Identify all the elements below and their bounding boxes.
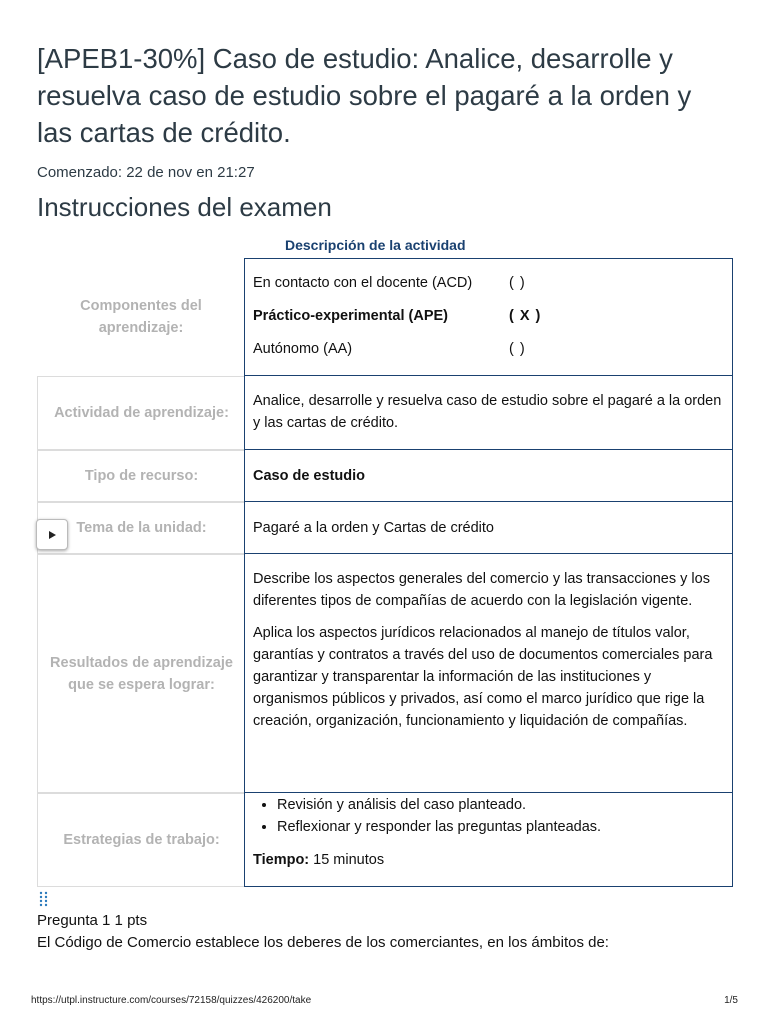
play-icon <box>47 530 57 540</box>
label-topic-text: Tema de la unidad: <box>76 520 207 536</box>
started-timestamp: Comenzado: 22 de nov en 21:27 <box>37 164 255 181</box>
question-text: El Código de Comercio establece los deberes de los comerciantes, en los ámbitos de: <box>37 934 609 951</box>
outcome-paragraph-2: Aplica los aspectos jurídicos relacionados al manejo de títulos valor, garantías y contratos a través del uso de documentos comerciales para garantizar y transparentar la información de las instituciones y organismos públicos y privados, así como el marco jurídico que rige la creación, organización, funcionamiento y liquidación de compañías. <box>253 625 713 729</box>
table-caption: Descripción de la actividad <box>285 237 466 253</box>
page-title: [APEB1-30%] Caso de estudio: Analice, desarrolle y resuelva caso de estudio sobre el pagaré a la orden y las cartas de crédito. <box>37 43 692 148</box>
instructions-heading: Instrucciones del examen <box>37 192 332 222</box>
strategy-item: • Reflexionar y responder las preguntas planteadas. <box>277 816 724 838</box>
time-line <box>253 849 724 871</box>
label-components-text: Componentes del aprendizaje: <box>80 298 202 336</box>
label-strategies-text: Estrategias de trabajo: <box>63 832 220 848</box>
strategies-cell <box>244 793 733 887</box>
label-topic <box>37 502 245 554</box>
label-outcomes-text: Resultados de aprendizaje que se espera lograr: <box>50 654 233 693</box>
components-cell <box>244 258 733 376</box>
activity-value: Analice, desarrolle y resuelva caso de estudio sobre el pagaré a la orden y las cartas de crédito. <box>253 393 722 431</box>
strategy-item: • Revisión y análisis del caso planteado. <box>277 794 724 816</box>
resource-value: Caso de estudio <box>253 468 365 484</box>
component-acd-label: En contacto con el docente (ACD) <box>253 275 473 291</box>
label-activity-text: Actividad de aprendizaje: <box>54 405 229 421</box>
topic-value: Pagaré a la orden y Cartas de crédito <box>253 520 494 536</box>
component-acd-mark: ( ) <box>509 275 526 291</box>
label-components <box>37 258 245 376</box>
question-header: Pregunta 1 1 pts <box>37 912 148 929</box>
component-ape <box>253 308 448 324</box>
component-aa-mark: ( ) <box>509 341 526 357</box>
label-activity <box>37 376 245 450</box>
component-ape-label: Práctico-experimental (APE) <box>253 308 449 324</box>
label-outcomes <box>37 554 245 793</box>
time-value: 15 minutos <box>309 852 385 868</box>
component-aa-label: Autónomo (AA) <box>253 341 353 357</box>
component-ape-mark: ( X ) <box>509 308 542 324</box>
component-aa <box>253 341 352 357</box>
label-strategies <box>37 793 245 887</box>
print-footer <box>31 995 738 1006</box>
activity-cell <box>244 376 733 450</box>
topic-cell <box>244 502 733 554</box>
print-url: https://utpl.instructure.com/courses/72158/quizzes/426200/take <box>31 995 312 1006</box>
print-page-number: 1/5 <box>724 995 738 1006</box>
drag-handle-icon[interactable] <box>39 891 49 912</box>
resource-cell <box>244 450 733 502</box>
label-resource-text: Tipo de recurso: <box>84 468 199 484</box>
strategy-list <box>253 794 724 838</box>
play-button[interactable] <box>36 519 68 550</box>
component-acd <box>253 275 472 291</box>
outcomes-cell <box>244 554 733 793</box>
outcome-paragraph-1: Describe los aspectos generales del comercio y las transacciones y los diferentes tipos de compañías de acuerdo con la legislación vigente. <box>253 571 710 609</box>
label-resource <box>37 450 245 502</box>
time-label: Tiempo: <box>253 852 310 868</box>
